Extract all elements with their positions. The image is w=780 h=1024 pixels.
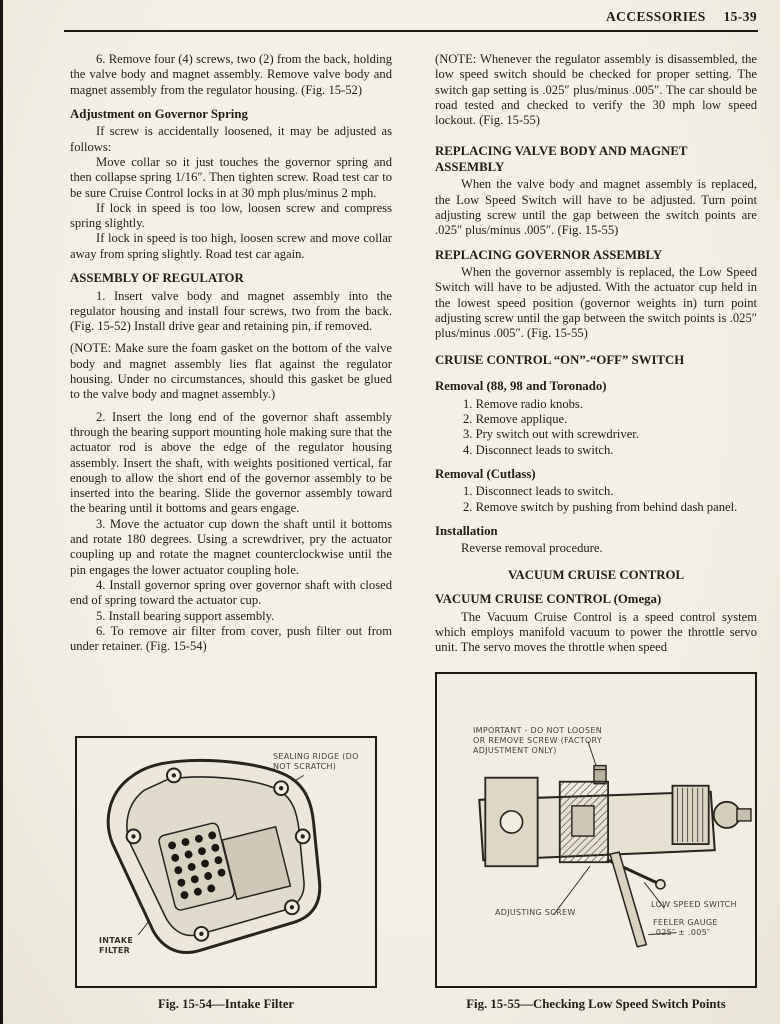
paragraph-assembly-step6: 6. To remove air filter from cover, push filter out from under retainer. (Fig. 15-54) (70, 623, 392, 654)
list-item: 2. Remove switch by pushing from behind dash panel. (463, 499, 738, 514)
scan-edge-artifact (0, 0, 3, 1024)
right-column (435, 52, 757, 1012)
paragraph: The Vacuum Cruise Control is a speed control system which employs manifold vacuum to power the throttle servo unit. The servo moves the throttle when speed (435, 609, 757, 655)
figure-label-sealing-ridge: SEALING RIDGE (DO NOT SCRATCH) (273, 752, 359, 771)
heading-vacuum-cruise-control: VACUUM CRUISE CONTROL (507, 567, 685, 582)
paragraph-step6-remove-screws: 6. Remove four (4) screws, two (2) from the back, holding the valve body and magnet assembly. Remove valve body and magnet assembly from the regulator housing. (Fig. 15-52) (70, 52, 392, 97)
paragraph-assembly-step1: 1. Insert valve body and magnet assembly into the regulator housing and install four screws, two from the back. (Fig. 15-52) Install drive gear and retaining pin, if removed. (70, 288, 392, 334)
heading-cruise-control-switch: CRUISE CONTROL “ON”-“OFF” SWITCH (435, 352, 685, 367)
heading-adjustment-governor-spring: Adjustment on Governor Spring (70, 106, 248, 121)
paragraph: Move collar so it just touches the governor spring and then collapse spring 1/16″. Then tighten screw. Road test car to be sure Cruise Control locks in at 30 mph plus/minus 2 mph. (70, 154, 392, 200)
figure-15-55-caption: Fig. 15-55—Checking Low Speed Switch Points (466, 997, 726, 1011)
paragraph: If lock in speed is too high, loosen screw and move collar away from spring slightly. Road test car again. (70, 231, 392, 261)
paragraph-assembly-step4: 4. Install governor spring over governor shaft with closed end of spring toward the actuator cup. (70, 577, 392, 608)
header-section-title: ACCESSORIES (606, 9, 706, 24)
note-low-speed-switch: (NOTE: Whenever the regulator assembly is disassembled, the low speed switch should be checked for proper setting. The switch gap setting is .025″ plus/minus .005″. The car should be road tested and checked to verify the 30 mph low speed lockout. (Fig. 15-55) (435, 52, 757, 128)
two-column-layout (70, 52, 757, 1012)
heading-vacuum-cruise-control-omega: VACUUM CRUISE CONTROL (Omega) (435, 592, 662, 607)
low-speed-switch-illustration (437, 674, 755, 986)
header-rule (64, 30, 758, 32)
heading-replacing-valve-body: REPLACING VALVE BODY AND MAGNET ASSEMBLY (435, 144, 688, 174)
paragraph: If lock in speed is too low, loosen screw and compress spring slightly. (70, 200, 392, 231)
list-item: 1. Remove radio knobs. (463, 396, 583, 411)
figure-15-54 (70, 736, 392, 1012)
paragraph: If screw is accidentally loosened, it may be adjusted as follows: (70, 124, 392, 154)
figure-label-low-speed-switch: LOW SPEED SWITCH (651, 900, 737, 909)
heading-installation: Installation (435, 523, 498, 538)
page-header (66, 9, 757, 25)
heading-removal-toronado: Removal (88, 98 and Toronado) (435, 379, 607, 394)
heading-assembly-of-regulator: ASSEMBLY OF REGULATOR (70, 271, 244, 286)
paragraph: When the valve body and magnet assembly is replaced, the Low Speed Switch will have to be adjusted. Turn point adjusting screw until the gap between the switch points are .025″ plus/minus .005″. (Fig. 15-55) (435, 177, 757, 238)
feeler-gauge-value: .025″ ± .005″ (653, 928, 711, 937)
note-foam-gasket: (NOTE: Make sure the foam gasket on the bottom of the valve body and magnet assembly lies flat against the regulator housing. Under no circumstances, should this gasket be glued to the valve body and magnet assembly.) (70, 341, 392, 402)
header-page-number: 15-39 (723, 9, 757, 24)
list-item: 1. Disconnect leads to switch. (463, 484, 614, 499)
left-column (70, 52, 392, 1012)
list-item: 2. Remove applique. (463, 411, 568, 426)
heading-replacing-governor: REPLACING GOVERNOR ASSEMBLY (435, 247, 663, 262)
figure-15-54-frame (75, 736, 377, 988)
list-item: 3. Pry switch out with screwdriver. (463, 427, 639, 442)
paragraph: When the governor assembly is replaced, the Low Speed Switch will have to be adjusted. With the actuator cup held in the lowest speed position (governor weights in) turn point adjusting screw until the gap between the switch points is .025″ plus/minus .005″. (Fig. 15-55) (435, 265, 757, 341)
figure-15-55 (435, 672, 757, 1012)
figure-label-intake-filter: INTAKE FILTER (99, 936, 134, 955)
paragraph: Reverse removal procedure. (461, 541, 603, 556)
figure-label-adjusting-screw: ADJUSTING SCREW (495, 908, 576, 917)
paragraph-assembly-step2: 2. Insert the long end of the governor shaft assembly through the bearing support mounting hole making sure that the actuator rod is above the edge of the regulator housing assembly. Insert the shaft, with weights positioned vertical, far enough to allow the short end of the governor assembly to be inserted into the bearing. Slide the governor assembly toward the bearing until it bottoms and gears engage. (70, 409, 392, 516)
list-item: 4. Disconnect leads to switch. (463, 442, 614, 457)
feeler-gauge-label-text: FEELER GAUGE (653, 918, 718, 927)
paragraph-assembly-step5: 5. Install bearing support assembly. (96, 608, 275, 623)
figure-label-important-note: IMPORTANT - DO NOT LOOSEN OR REMOVE SCREW (FACTORY ADJUSTMENT ONLY) (473, 726, 603, 755)
figure-15-54-caption: Fig. 15-54—Intake Filter (157, 997, 295, 1011)
figure-15-55-frame (435, 672, 757, 988)
heading-removal-cutlass: Removal (Cutlass) (435, 466, 536, 481)
paragraph-assembly-step3: 3. Move the actuator cup down the shaft until it bottoms and rotate 180 degrees. Using a screwdriver, pry the actuator coupling up and rotate the magnet counterclockwise until the pin engages the lower actuator coupling hole. (70, 516, 392, 577)
figure-label-feeler-gauge (653, 918, 737, 938)
